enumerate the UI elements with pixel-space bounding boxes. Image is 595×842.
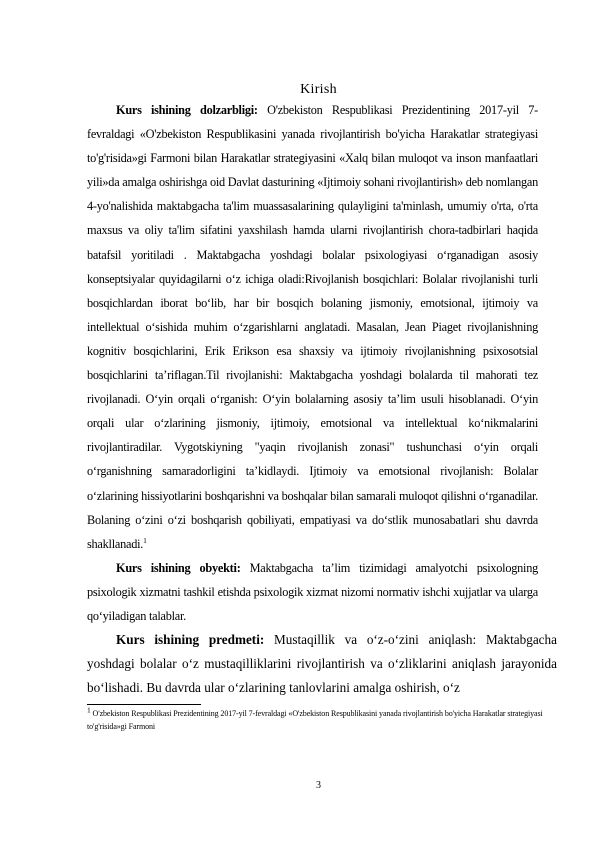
page-number: 3 — [316, 780, 321, 791]
footnote — [87, 705, 557, 733]
relevance-text: O'zbekiston Respublikasi Prezidentining 2017-yil 7-fevraldagi «O'zbekiston Respublikasini yanada rivojlantirish bo'yicha Harakatlar strategiyasi to'g'risida»gi Farmoni bilan Harakatlar strategiyasini «Xalq bilan muloqot va inson manfaatlari yili»da amalga oshirishga oid Davlat dasturining «Ijtimoiy sohani rivojlantirish» deb nomlangan 4-yo'nalishida maktabgacha ta'lim muassasalarining qulayligini ta'minlash, umumiy o'rta, o'rta maxsus va oliy ta'lim sifatini yaxshilash hamda ularni rivojlantirish chora-tadbirlari haqida batafsil yoritiladi . Maktabgacha yoshdagi bolalar psixologiyasi o‘rganadigan asosiy konseptsiyalar quyidagilarni o‘z ichiga oladi:Rivojlanish bosqichlari: Bolalar rivojlanishi turli bosqichlardan iborat bo‘lib, har bir bosqich bolaning jismoniy, emotsional, ijtimoiy va intellektual o‘sishida muhim o‘zgarishlarni anglatadi. Masalan, Jean Piaget rivojlanishning kognitiv bosqichlarini, Erik Erikson esa shaxsiy va ijtimoiy rivojlanishning psixosotsial bosqichlarini ta’riflagan.Til rivojlanishi: Maktabgacha yoshdagi bolalarda til mahorati tez rivojlanadi. O‘yin orqali o‘rganish: O‘yin bolalarning asosiy ta’lim usuli hisoblanadi. O‘yin orqali ular o‘zlarining jismoniy, ijtimoiy, emotsional va intellektual ko‘nikmalarini rivojlantiradilar. Vygotskiyning "yaqin rivojlanish zonasi" tushunchasi o‘yin orqali o‘rganishning samaradorligini ta’kidlaydi. Ijtimoiy va emotsional rivojlanish: Bolalar o‘zlarining hissiyotlarini boshqarishni va boshqalar bilan samarali muloqot qilishni o‘rganadilar. Bolaning o‘zini o‘zi boshqarish qobiliyati, empatiyasi va do‘stlik munosabatlari shu davrda shakllanadi. — [87, 103, 538, 551]
paragraph-subject — [87, 628, 557, 701]
subject-text: Mustaqillik va o‘z-o‘zini aniqlash: Maktabgacha yoshdagi bolalar o‘z mustaqilliklarini rivojlantirish va o‘zliklarini aniqlash jarayonida bo‘lishadi. Bu davrda ular o‘zlarining tanlovlarini amalga oshirish, o‘z — [87, 632, 557, 696]
page-title: Kirish — [300, 82, 337, 97]
relevance-label: Kurs ishining dolzarbligi: — [116, 103, 258, 117]
footnote-divider — [87, 704, 201, 705]
paragraph-object — [87, 556, 538, 628]
subject-label: Kurs ishining predmeti: — [116, 632, 265, 647]
footnote-number: 1 — [87, 705, 91, 715]
footnote-reference[interactable]: 1 — [143, 535, 147, 545]
object-text: Maktabgacha ta’lim tizimidagi amalyotchi psixologning psixologik xizmatni tashkil etishda psixologik xizmat nizomi normativ ishchi xujjatlar va ularga qo‘yiladigan talablar. — [87, 560, 538, 623]
object-label: Kurs ishining obyekti: — [116, 560, 241, 575]
footnote-text: O'zbekiston Respublikasi Prezidentining 2017-yil 7-fevraldagi «O'zbekiston Respublikasini yanada rivojlantirish bo'yicha Harakatlar strategiyasi to'g'risida»gi Farmoni — [87, 709, 543, 731]
paragraph-relevance — [87, 98, 538, 556]
body-text — [87, 98, 538, 628]
